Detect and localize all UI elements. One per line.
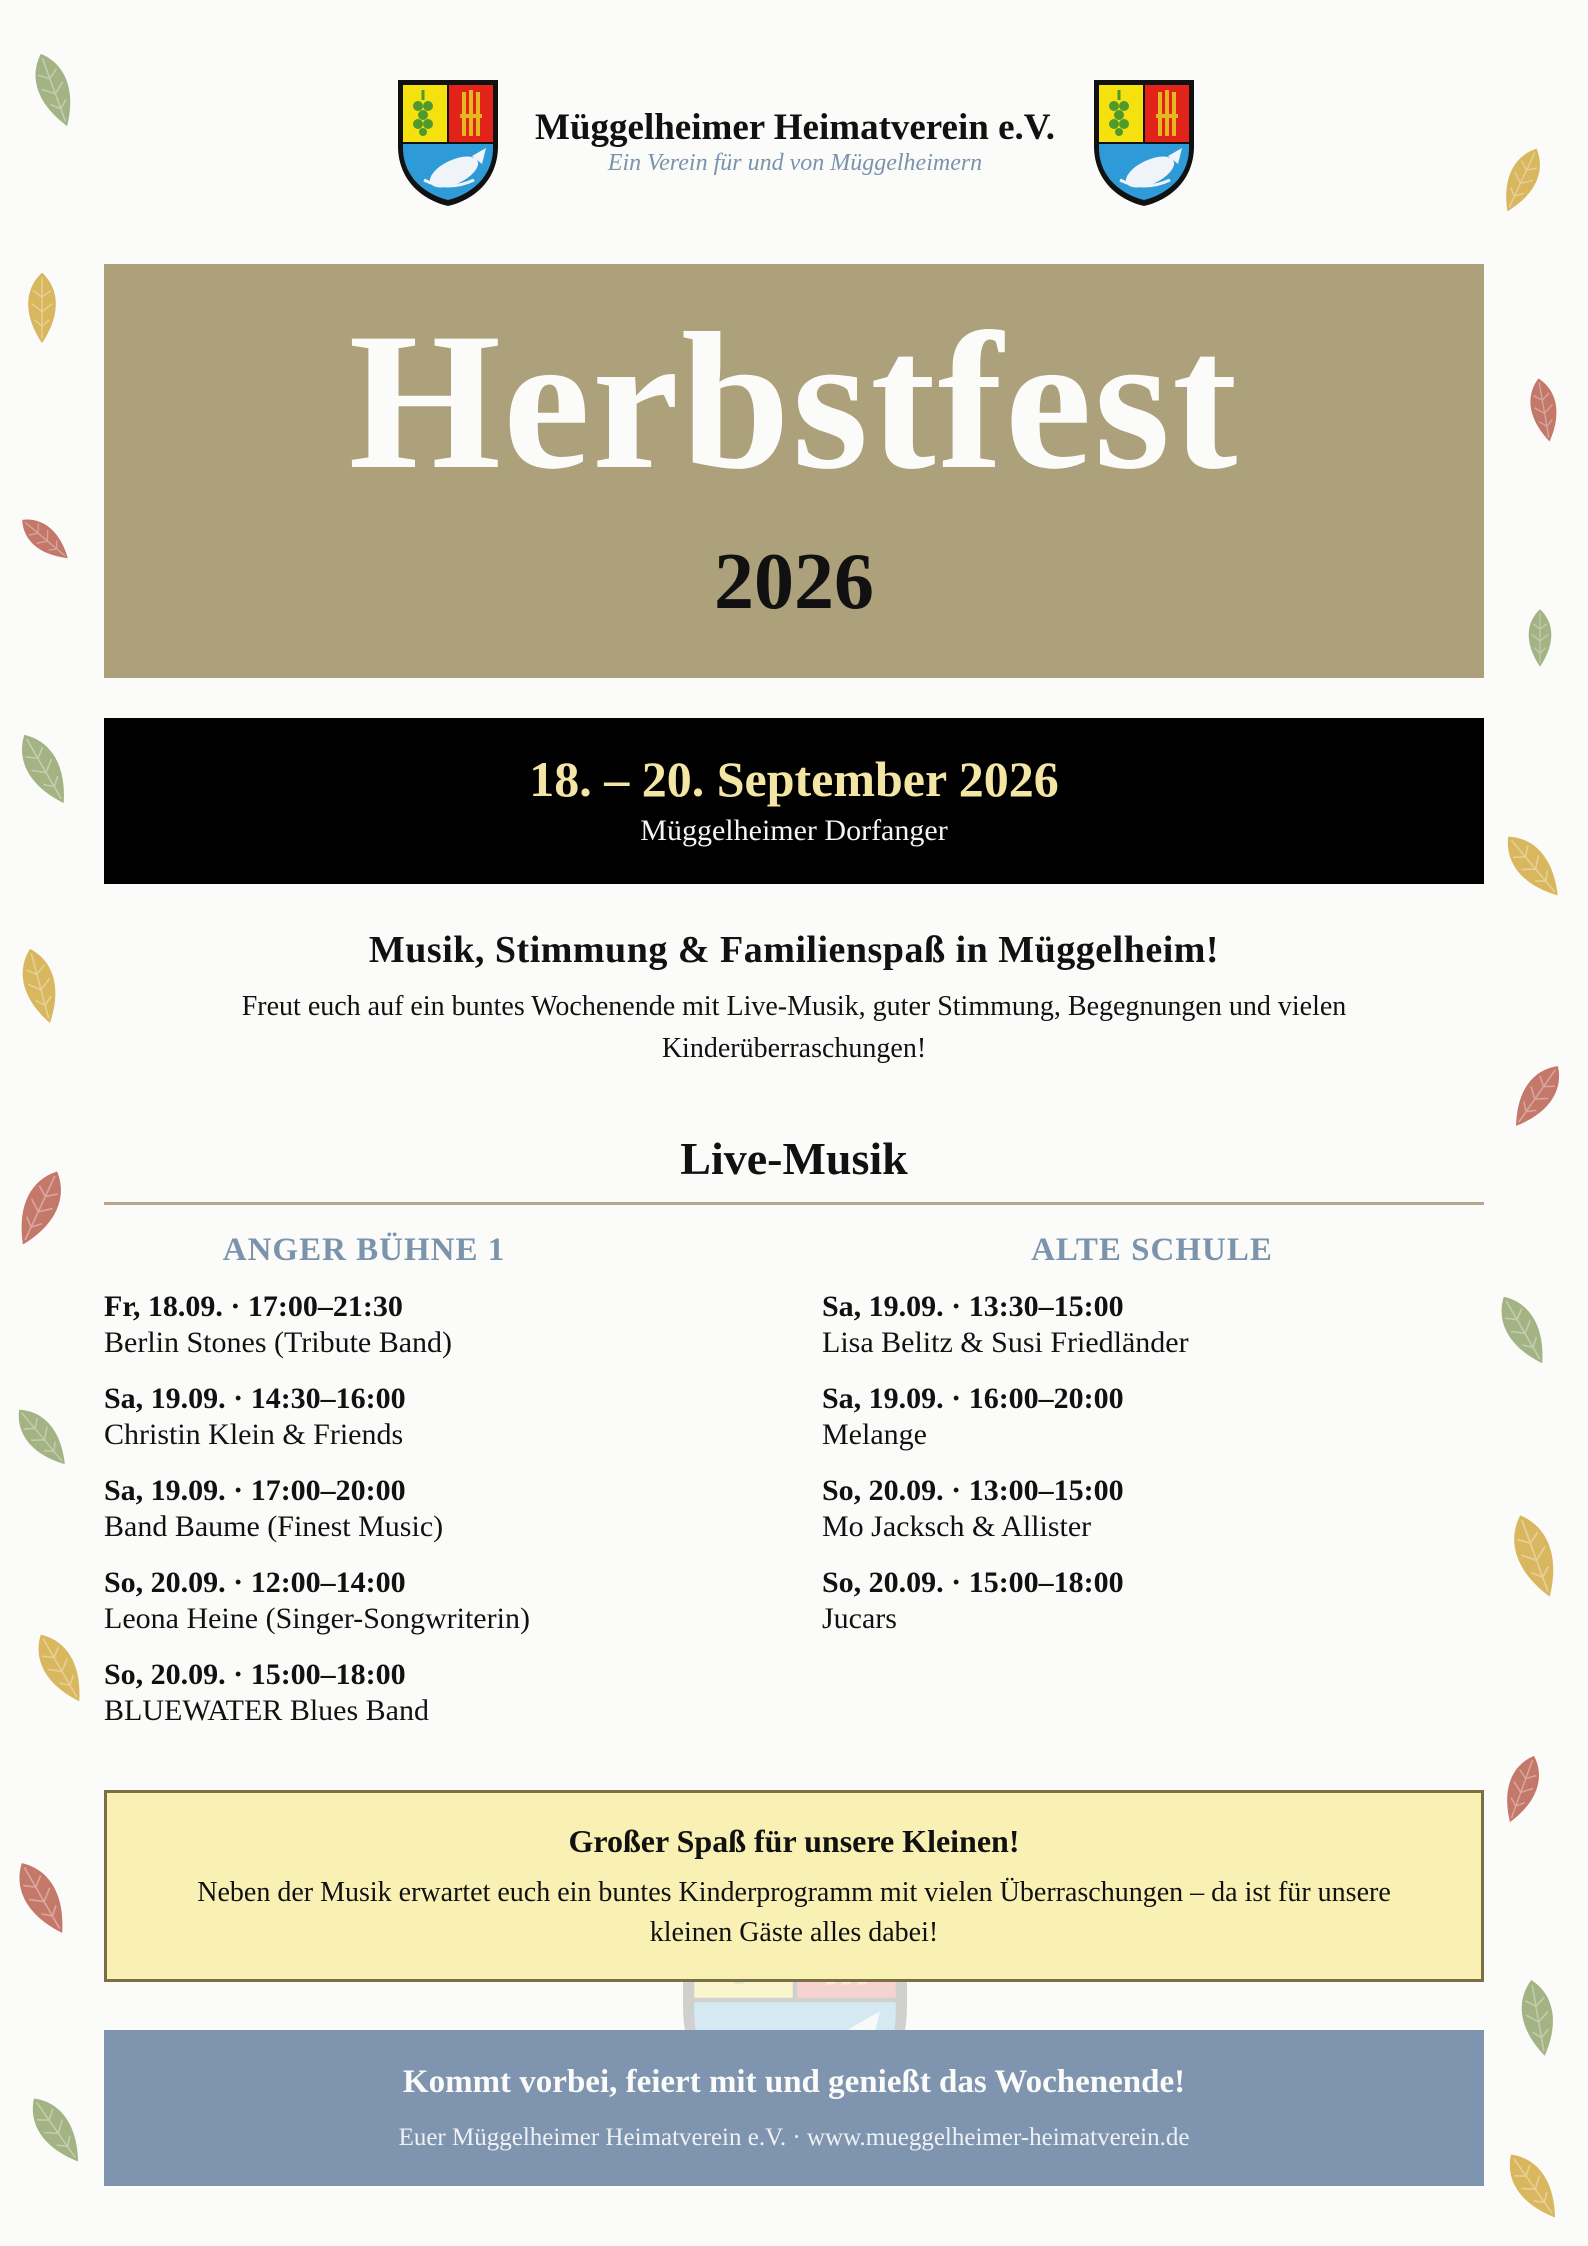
slot-time: Sa, 19.09. · 14:30–16:00 xyxy=(104,1382,406,1415)
autumn-leaf-icon xyxy=(0,1849,86,1948)
schedule-slot xyxy=(104,1473,794,1565)
autumn-leaf-icon xyxy=(1493,1049,1581,1142)
coat-of-arms-icon xyxy=(394,76,502,210)
footer-heading: Kommt vorbei, feiert mit und genießt das Wochenende! xyxy=(402,2064,1186,2100)
slot-act: Melange xyxy=(822,1418,927,1451)
org-tagline: Ein Verein für und von Müggelheimern xyxy=(607,150,983,176)
intro-text: Freut euch auf ein buntes Wochenende mit Live-Musik, guter Stimmung, Begegnungen und vielen Kinderüberraschungen! xyxy=(241,991,1347,1064)
header xyxy=(0,76,1588,210)
autumn-leaf-icon xyxy=(1517,363,1572,457)
autumn-leaf-icon xyxy=(0,1159,81,1257)
slot-time: So, 20.09. · 15:00–18:00 xyxy=(104,1658,406,1691)
event-dates: 18. – 20. September 2026 xyxy=(529,751,1059,807)
live-music-heading: Live-Musik xyxy=(680,1133,908,1184)
stage-anger-buehne xyxy=(104,1232,794,1749)
autumn-leaf-icon xyxy=(1,720,87,817)
schedule-slot xyxy=(822,1289,1512,1381)
intro-heading: Musik, Stimmung & Familienspaß in Müggelheim! xyxy=(368,929,1220,971)
schedule-slot xyxy=(104,1657,794,1749)
slot-act: Lisa Belitz & Susi Friedländer xyxy=(822,1326,1189,1359)
stage-title: ANGER BÜHNE 1 xyxy=(222,1232,506,1268)
autumn-leaf-icon xyxy=(10,2081,102,2179)
slot-act: Mo Jacksch & Allister xyxy=(822,1510,1092,1543)
autumn-leaf-icon xyxy=(1522,600,1558,676)
autumn-leaf-icon xyxy=(1485,817,1581,916)
schedule-slot xyxy=(104,1565,794,1657)
org-name: Müggelheimer Heimatverein e.V. xyxy=(535,107,1055,148)
slot-act: BLUEWATER Blues Band xyxy=(104,1694,429,1727)
autumn-leaf-icon xyxy=(17,1620,102,1715)
autumn-leaf-icon xyxy=(1506,1967,1570,2070)
kids-heading: Großer Spaß für unsere Kleinen! xyxy=(568,1823,1020,1859)
slot-act: Christin Klein & Friends xyxy=(104,1418,404,1451)
slot-time: Fr, 18.09. · 17:00–21:30 xyxy=(104,1290,403,1323)
divider xyxy=(104,1202,1484,1205)
schedule-slot xyxy=(104,1381,794,1473)
slot-time: Sa, 19.09. · 16:00–20:00 xyxy=(822,1382,1124,1415)
schedule-slot xyxy=(822,1381,1512,1473)
kids-text: Neben der Musik erwartet euch ein buntes Kinderprogramm mit vielen Überraschungen – da ist für unsere kleinen Gäste alles dabei! xyxy=(197,1877,1391,1948)
slot-time: So, 20.09. · 15:00–18:00 xyxy=(822,1566,1124,1599)
autumn-leaf-icon xyxy=(5,935,75,1036)
date-bar xyxy=(104,718,1484,884)
slot-act: Berlin Stones (Tribute Band) xyxy=(104,1326,453,1359)
autumn-leaf-icon xyxy=(0,1392,86,1482)
schedule-slot xyxy=(822,1565,1512,1657)
slot-act: Leona Heine (Singer-Songwriterin) xyxy=(104,1602,530,1635)
autumn-leaf-icon xyxy=(5,500,85,578)
event-year: 2026 xyxy=(714,538,874,626)
event-title: Herbstfest xyxy=(348,293,1240,510)
stage-title: ALTE SCHULE xyxy=(1031,1232,1273,1268)
autumn-leaf-icon xyxy=(20,262,64,354)
autumn-leaf-icon xyxy=(1488,2138,1578,2235)
footer-text: Euer Müggelheimer Heimatverein e.V. · www.mueggelheimer-heimatverein.de xyxy=(398,2124,1190,2151)
title-banner xyxy=(104,264,1484,678)
slot-act: Jucars xyxy=(822,1602,897,1635)
slot-time: So, 20.09. · 12:00–14:00 xyxy=(104,1566,406,1599)
footer-banner xyxy=(104,2030,1484,2186)
event-location: Müggelheimer Dorfanger xyxy=(640,814,948,847)
slot-act: Band Baume (Finest Music) xyxy=(104,1510,444,1543)
schedule-slot xyxy=(822,1473,1512,1565)
slot-time: So, 20.09. · 13:00–15:00 xyxy=(822,1474,1124,1507)
autumn-leaf-icon xyxy=(1486,1739,1558,1839)
stage-alte-schule xyxy=(822,1232,1512,1657)
schedule-slot xyxy=(104,1289,794,1381)
coat-of-arms-icon xyxy=(1090,76,1198,210)
slot-time: Sa, 19.09. · 17:00–20:00 xyxy=(104,1474,406,1507)
slot-time: Sa, 19.09. · 13:30–15:00 xyxy=(822,1290,1124,1323)
kids-program-box xyxy=(104,1790,1484,1982)
